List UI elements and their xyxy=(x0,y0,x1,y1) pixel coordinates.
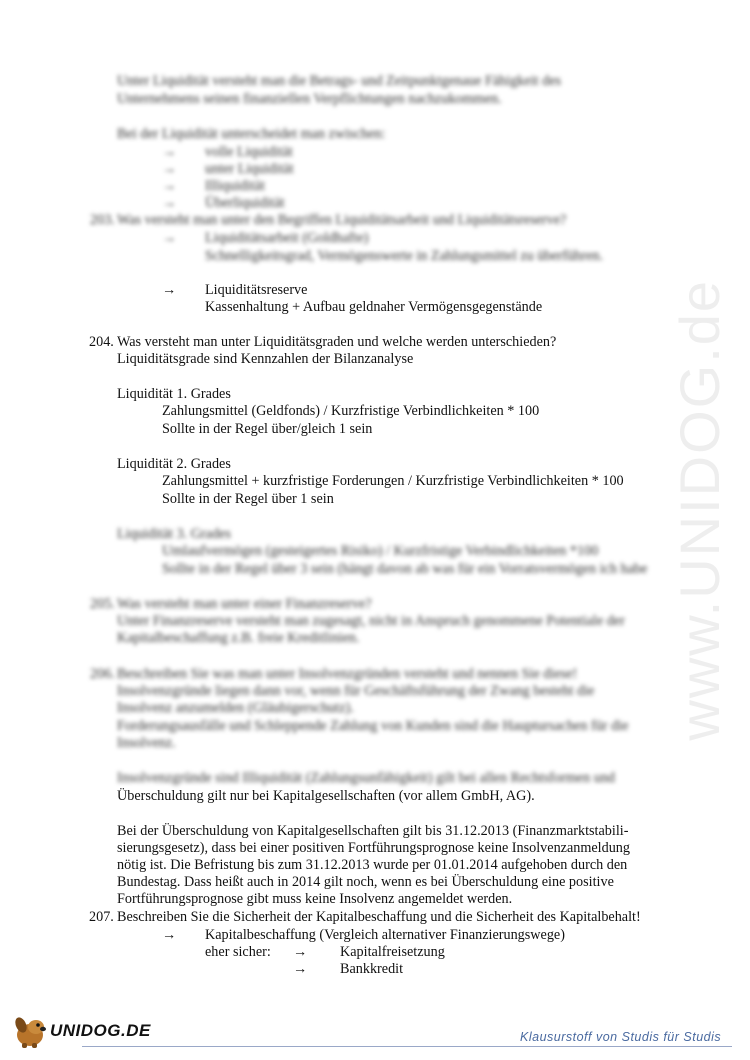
answer-206-paragraph-line: Bundestag. Dass heißt auch in 2014 gilt noch, wenn es bei Überschuldung eine positive xyxy=(117,874,614,890)
answer-206-line: Überschuldung gilt nur bei Kapitalgesellschaften (vor allem GmbH, AG). xyxy=(117,788,535,804)
dog-mascot-icon xyxy=(10,1013,50,1049)
blurred-answer: Insolvenz anzumelden (Gläubigerschutz). xyxy=(117,700,354,716)
blurred-question: Was versteht man unter den Begriffen Liquiditätsarbeit und Liquiditätsreserve? xyxy=(117,212,567,228)
answer-206-paragraph-line: Bei der Überschuldung von Kapitalgesellschaften gilt bis 31.12.2013 (Finanzmarktstabili- xyxy=(117,823,629,839)
answer-206-paragraph-line: Fortführungsprognose gibt muss keine Insolvenz angemeldet werden. xyxy=(117,891,513,907)
blurred-liquidity-grade-3-note: Sollte in der Regel über 3 sein (hängt davon ab was für ein Vorratsvermögen ich habe xyxy=(162,561,648,577)
safer-option-capital-release: Kapitalfreisetzung xyxy=(340,944,445,960)
blurred-list-item: Illiquidität xyxy=(205,178,265,194)
liquidity-grade-2-note: Sollte in der Regel über 1 sein xyxy=(162,491,334,507)
liquidity-grade-1-note: Sollte in der Regel über/gleich 1 sein xyxy=(162,421,373,437)
blurred-arrow: → xyxy=(162,195,177,211)
blurred-answer: Liquiditätsarbeit (Goldhafte) xyxy=(205,230,369,246)
blurred-arrow: → xyxy=(162,230,177,246)
blurred-arrow: → xyxy=(162,178,177,194)
blurred-intro-line-2: Unternehmens seinen finanziellen Verpflichtungen nachzukommen. xyxy=(117,91,502,107)
liquidity-grade-1-formula: Zahlungsmittel (Geldfonds) / Kurzfristige Verbindlichkeiten * 100 xyxy=(162,403,540,419)
watermark-text: www.UNIDOG.de xyxy=(668,279,732,741)
blurred-answer: Insolvenz. xyxy=(117,735,176,751)
arrow-bullet: → xyxy=(293,961,308,977)
blurred-liquidity-grade-3-title: Liquidität 3. Grades xyxy=(117,526,231,542)
liquidity-grade-2-formula: Zahlungsmittel + kurzfristige Forderungen / Kurzfristige Verbindlichkeiten * 100 xyxy=(162,473,624,489)
blurred-answer: Forderungsausfälle und Schleppende Zahlung von Kunden sind die Hauptursachen für die xyxy=(117,718,629,734)
blurred-answer: Insolvenzgründe sind Illiquidität (Zahlungsunfähigkeit) gilt bei allen Rechtsformen und xyxy=(117,770,616,786)
answer-206-paragraph-line: sierungsgesetz), dass bei einer positiven Fortführungsprognose keine Insolvenzanmeldung xyxy=(117,840,630,856)
liquidity-grade-1-title: Liquidität 1. Grades xyxy=(117,386,231,402)
blurred-arrow: → xyxy=(162,144,177,160)
blurred-question-number: 203. xyxy=(90,212,115,228)
logo-text: UNIDOG.DE xyxy=(50,1021,151,1041)
question-number-204: 204. xyxy=(89,334,114,350)
arrow-bullet: → xyxy=(293,944,308,960)
liquidity-reserve-title: Liquiditätsreserve xyxy=(205,282,308,298)
unidog-logo[interactable] xyxy=(10,1012,160,1050)
safer-label: eher sicher: xyxy=(205,944,271,960)
answer-206-paragraph-line: nötig ist. Die Befristung bis zum 31.12.2013 wurde per 01.01.2014 aufgehoben durch den xyxy=(117,857,628,873)
blurred-question: Was versteht man unter einer Finanzreserve? xyxy=(117,596,372,612)
blurred-answer: Kapitalbeschaffung z.B. freie Kreditlinien. xyxy=(117,630,360,646)
blurred-arrow: → xyxy=(162,161,177,177)
blurred-list-item: volle Liquidität xyxy=(205,144,293,160)
blurred-answer: Insolvenzgründe liegen dann vor, wenn für Geschäftsführung der Zwang besteht die xyxy=(117,683,595,699)
arrow-bullet: → xyxy=(162,927,177,943)
blurred-list-item: Überliquidität xyxy=(205,195,285,211)
question-207: Beschreiben Sie die Sicherheit der Kapitalbeschaffung und die Sicherheit des Kapitalbehalt! xyxy=(117,909,641,925)
capital-procurement-item: Kapitalbeschaffung (Vergleich alternativer Finanzierungswege) xyxy=(205,927,565,943)
blurred-answer: Schnelligkeitsgrad, Vermögenswerte in Zahlungsmittel zu überführen. xyxy=(205,248,604,264)
blurred-question: Beschreiben Sie was man unter Insolvenzgründen versteht und nennen Sie diese! xyxy=(117,666,578,682)
answer-204: Liquiditätsgrade sind Kennzahlen der Bilanzanalyse xyxy=(117,351,414,367)
blurred-list-item: unter Liquidität xyxy=(205,161,294,177)
question-204: Was versteht man unter Liquiditätsgraden und welche werden unterschieden? xyxy=(117,334,557,350)
footer-tagline: Klausurstoff von Studis für Studis xyxy=(520,1030,722,1044)
footer-divider xyxy=(82,1046,732,1047)
blurred-intro-line-1: Unter Liquidität versteht man die Betrags- und Zeitpunktgenaue Fähigkeit des xyxy=(117,73,562,89)
blurred-question-number: 205. xyxy=(90,596,115,612)
blurred-answer: Unter Finanzreserve versteht man zugesagt, nicht in Anspruch genommene Potentiale der xyxy=(117,613,625,629)
watermark xyxy=(640,270,750,750)
blurred-distinguish: Bei der Liquidität unterscheidet man zwischen: xyxy=(117,126,386,142)
liquidity-grade-2-title: Liquidität 2. Grades xyxy=(117,456,231,472)
safer-option-bank-loan: Bankkredit xyxy=(340,961,404,977)
arrow-bullet: → xyxy=(162,282,177,298)
blurred-liquidity-grade-3-formula: Umlaufvermögen (gesteigertes Risiko) / Kurzfristige Verbindlichkeiten *100 xyxy=(162,543,599,559)
liquidity-reserve-description: Kassenhaltung + Aufbau geldnaher Vermögensgegenstände xyxy=(205,299,543,315)
question-number-207: 207. xyxy=(89,909,114,925)
blurred-question-number: 206. xyxy=(90,666,115,682)
